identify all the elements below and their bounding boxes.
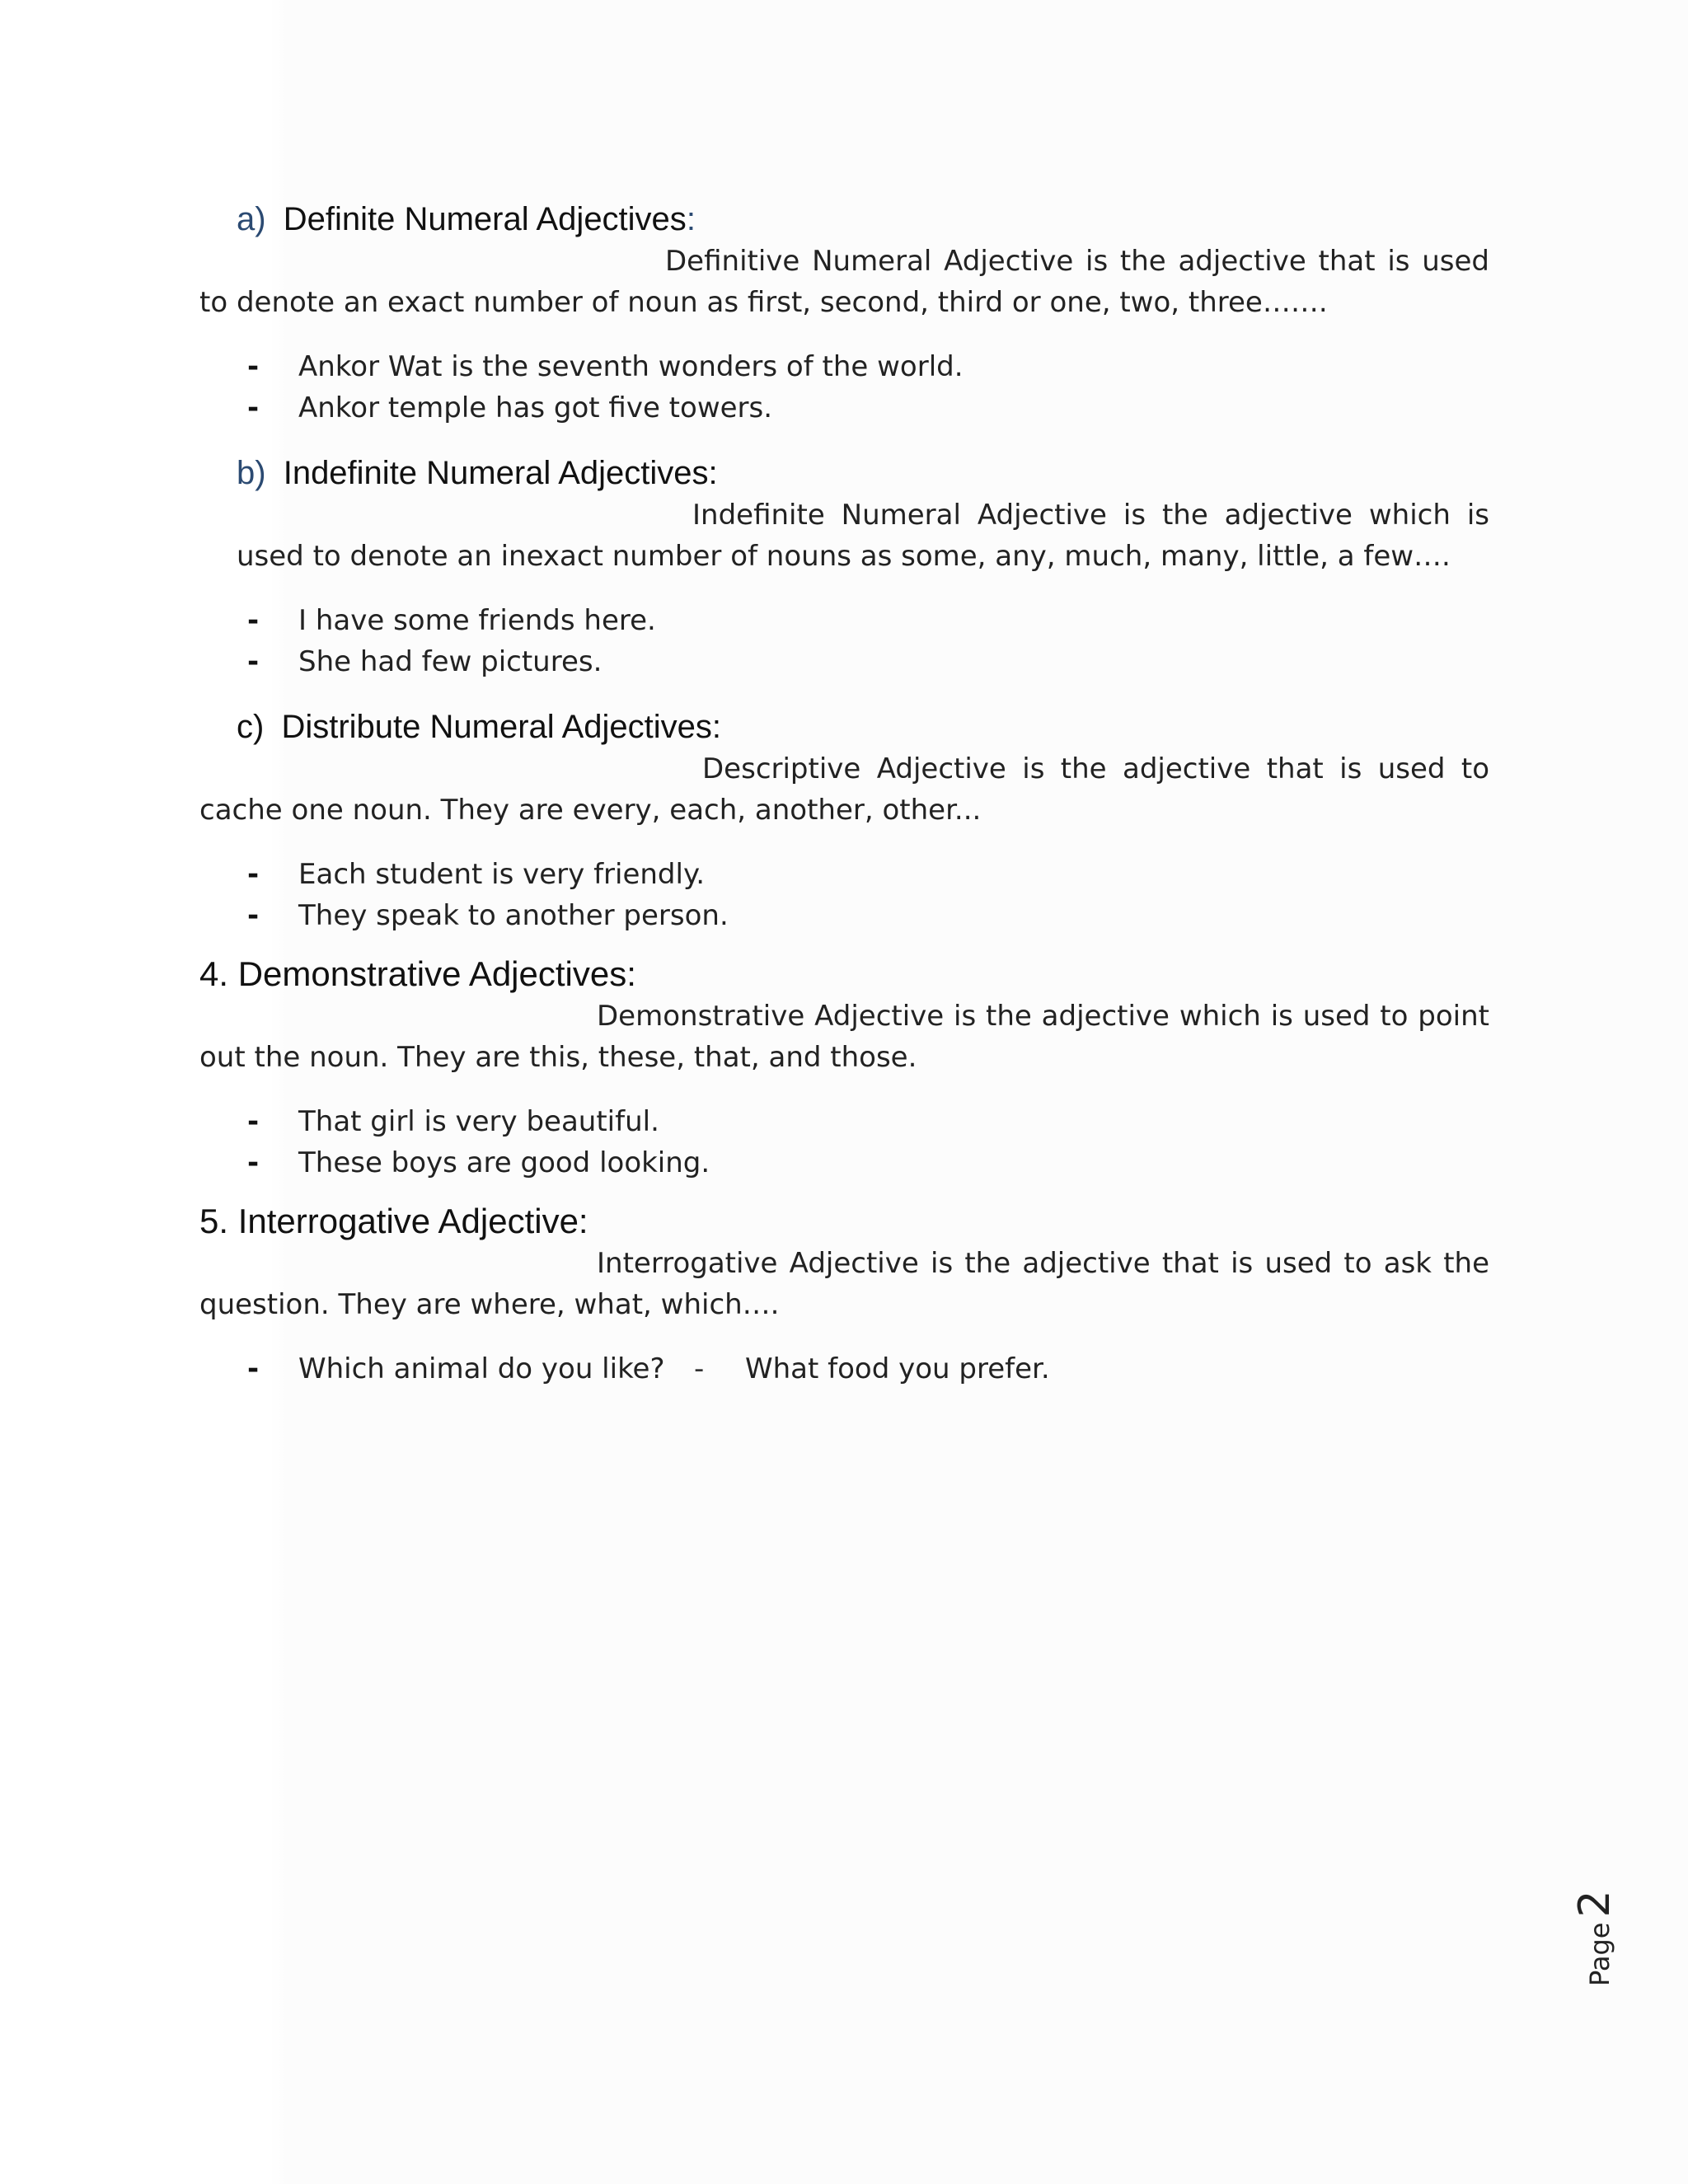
paragraph-lead: Descriptive Adjective is the adjective that is used to cache: [199, 752, 1489, 827]
paragraph-demonstrative: [199, 996, 1489, 1078]
paragraph-rest: denote an inexact number of nouns as some, any, much, many, little, a few….: [349, 540, 1451, 573]
page-label: Page: [1584, 1922, 1615, 1986]
paragraph-lead: Indefinite Numeral Adjective is the adjective which is used to: [237, 499, 1489, 573]
bullet-dash: -: [247, 350, 260, 383]
paragraph-lead: Demonstrative Adjective is the adjective which is used to point out: [199, 1000, 1489, 1074]
list-marker: a): [237, 201, 266, 237]
paragraph-interrogative: [199, 1243, 1489, 1325]
list-item: - That girl is very beautiful.: [199, 1101, 1489, 1142]
list-item: - Which animal do you like? - What food you prefer.: [199, 1348, 1489, 1390]
example-list: [199, 854, 1489, 936]
heading-text: Definite Numeral Adjectives: [283, 201, 687, 237]
list-item: - Ankor temple has got five towers.: [199, 387, 1489, 429]
paragraph-indefinite-numeral: [237, 494, 1489, 577]
bullet-dash: -: [247, 604, 260, 637]
bullet-dash: -: [247, 1105, 260, 1138]
paragraph-definite-numeral: [199, 241, 1489, 323]
heading-indefinite-numeral: [237, 452, 1489, 494]
bullet-dash: -: [247, 391, 260, 424]
bullet-dash: -: [694, 1352, 705, 1385]
list-item: - Each student is very friendly.: [199, 854, 1489, 895]
bullet-dash: -: [247, 1352, 260, 1385]
example-list: [199, 346, 1489, 429]
page-content: [199, 198, 1489, 1390]
paragraph-rest: one noun. They are every, each, another, other...: [291, 794, 982, 827]
list-marker: c): [237, 709, 265, 745]
list-item: - Ankor Wat is the seventh wonders of the world.: [199, 346, 1489, 387]
paragraph-rest: question. They are where, what, which….: [199, 1288, 780, 1321]
example-list: [199, 600, 1489, 682]
paragraph-distribute-numeral: [199, 748, 1489, 831]
paragraph-rest: denote an exact number of noun as first, second, third or one, two, three…….: [236, 286, 1328, 319]
list-item: - She had few pictures.: [199, 641, 1489, 682]
paragraph-lead: Interrogative Adjective is the adjective that is used to ask the: [597, 1247, 1489, 1280]
paragraph-rest: the noun. They are this, these, that, and those.: [254, 1041, 917, 1074]
heading-colon: :: [708, 455, 718, 491]
bullet-dash: -: [247, 645, 260, 678]
paragraph-lead: Definitive Numeral Adjective is the adjective that is used to: [199, 245, 1489, 319]
heading-definite-numeral: [237, 198, 1489, 241]
list-item: - I have some friends here.: [199, 600, 1489, 641]
page-number-footer: [1570, 1887, 1653, 1986]
bullet-dash: -: [247, 899, 260, 932]
bullet-dash: -: [247, 858, 260, 891]
list-item: - These boys are good looking.: [199, 1142, 1489, 1183]
bullet-dash: -: [247, 1146, 260, 1179]
heading-text: Indefinite Numeral Adjectives: [283, 455, 709, 491]
list-item: - They speak to another person.: [199, 895, 1489, 936]
heading-distribute-numeral: [237, 705, 1489, 748]
example-list: [199, 1101, 1489, 1183]
heading-demonstrative: 4. Demonstrative Adjectives:: [199, 954, 636, 993]
example-list: [199, 1348, 1489, 1390]
list-marker: b): [237, 455, 266, 491]
heading-interrogative: 5. Interrogative Adjective:: [199, 1202, 588, 1240]
page-number: 2: [1570, 1890, 1620, 1918]
heading-colon: :: [686, 201, 696, 237]
heading-text: Distribute Numeral Adjectives:: [281, 709, 721, 745]
inline-example: - What food you prefer.: [745, 1348, 1050, 1390]
